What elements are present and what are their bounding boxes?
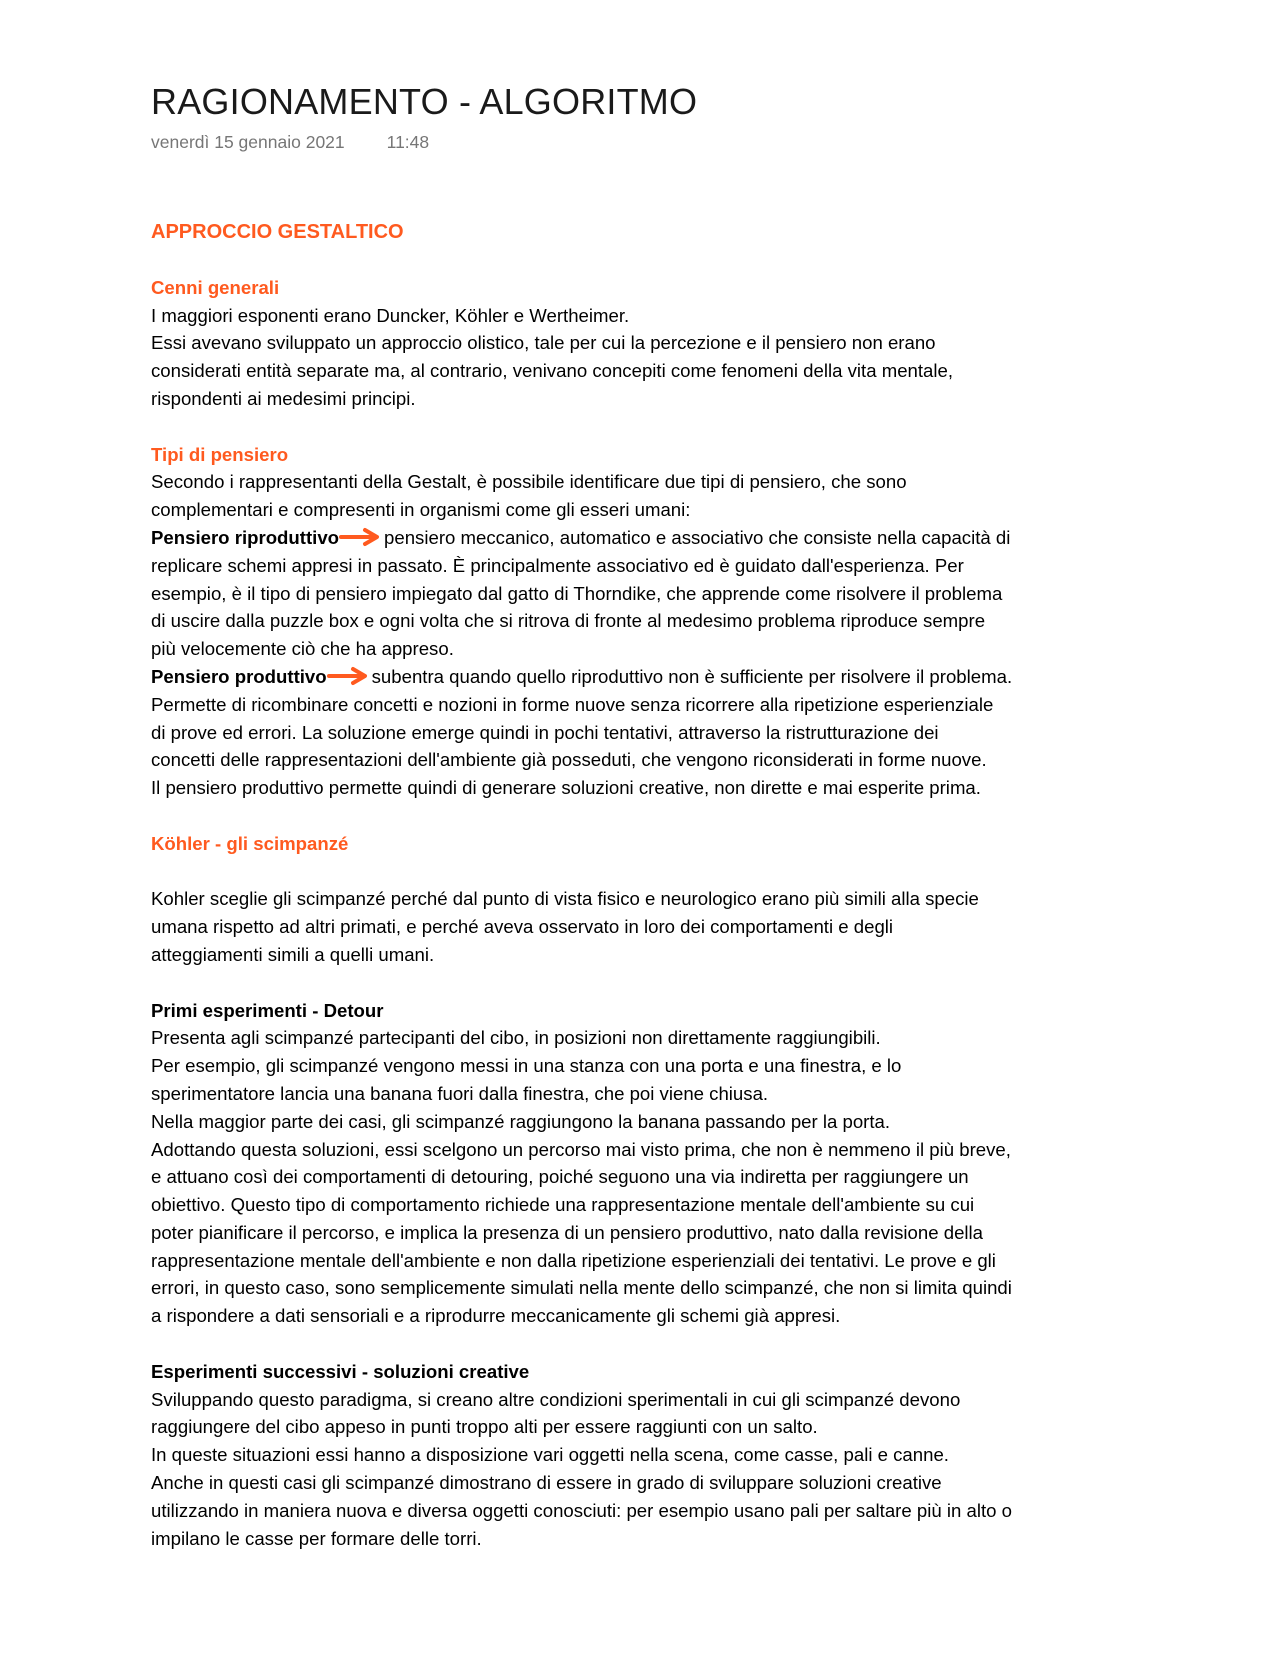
text-line: e attuano così dei comportamenti di detouring, poiché seguono una via indiretta per raggiungere un: [151, 1166, 969, 1188]
arrow-right-icon: [327, 666, 371, 686]
page-date: venerdì 15 gennaio 2021: [151, 132, 345, 152]
page-title[interactable]: RAGIONAMENTO - ALGORITMO: [151, 81, 698, 122]
text-line: Adottando questa soluzioni, essi scelgono un percorso mai visto prima, che non è nemmeno il più breve,: [151, 1138, 1011, 1160]
text-line: considerati entità separate ma, al contrario, venivano concepiti come fenomeni della vita mentale,: [151, 360, 954, 382]
text-line: utilizzando in maniera nuova e diversa oggetti conosciuti: per esempio usano pali per saltare più in alto o: [151, 1499, 1012, 1521]
text-line: Il pensiero produttivo permette quindi di generare soluzioni creative, non dirette e mai esperite prima.: [151, 777, 981, 799]
text-line: Permette di ricombinare concetti e nozioni in forme nuove senza ricorrere alla ripetizione esperienziale: [151, 693, 994, 715]
text-line: di uscire dalla puzzle box e ogni volta che si ritrova di fronte al medesimo problema riproduce sempre: [151, 610, 986, 632]
subheading-tipi: Tipi di pensiero: [151, 443, 289, 465]
text-line: umana rispetto ad altri primati, e perché aveva osservato in loro dei comportamenti e degli: [151, 916, 894, 938]
text-line: poter pianificare il percorso, e implica la presenza di un pensiero produttivo, nato dalla revisione della: [151, 1221, 984, 1243]
subheading-kohler: Köhler - gli scimpanzé: [151, 832, 349, 854]
text-line: replicare schemi appresi in passato. È principalmente associativo ed è guidato dall'esperienza. Per: [151, 554, 964, 576]
text-line: raggiungere del cibo appeso in punti troppo alti per essere raggiunti con un salto.: [151, 1416, 818, 1438]
text-line: rispondenti ai medesimi principi.: [151, 387, 416, 409]
text-line: Presenta agli scimpanzé partecipanti del cibo, in posizioni non direttamente raggiungibili.: [151, 1027, 881, 1049]
text-line: Sviluppando questo paradigma, si creano altre condizioni sperimentali in cui gli scimpanzé devono: [151, 1388, 961, 1410]
definition-text: subentra quando quello riproduttivo non è sufficiente per risolvere il problema.: [371, 665, 1013, 687]
subheading-cenni: Cenni generali: [151, 276, 280, 298]
text-line: I maggiori esponenti erano Duncker, Köhler e Wertheimer.: [151, 304, 630, 326]
text-line: errori, in questo caso, sono semplicemente simulati nella mente dello scimpanzé, che non si limita quindi: [151, 1277, 1012, 1299]
page-time: 11:48: [386, 132, 430, 152]
term-produttivo: Pensiero produttivo: [151, 665, 327, 687]
paragraph-kohler: [151, 885, 1151, 968]
term-riproduttivo: Pensiero riproduttivo: [151, 526, 340, 548]
subheading-successivi: Esperimenti successivi - soluzioni creative: [151, 1360, 530, 1382]
text-line: Secondo i rappresentanti della Gestalt, è possibile identificare due tipi di pensiero, che sono: [151, 471, 907, 493]
text-line: Essi avevano sviluppato un approccio olistico, tale per cui la percezione e il pensiero non erano: [151, 332, 936, 354]
text-line: sperimentatore lancia una banana fuori dalla finestra, che poi viene chiusa.: [151, 1082, 769, 1104]
text-line: di prove ed errori. La soluzione emerge quindi in pochi tentativi, attraverso la ristrutturazione dei: [151, 721, 939, 743]
subheading-detour: Primi esperimenti - Detour: [151, 999, 384, 1021]
arrow-right-icon: [339, 527, 383, 547]
text-line: concetti delle rappresentazioni dell'ambiente già posseduti, che vengono riconsiderati in forme nuove.: [151, 749, 987, 771]
text-line: Anche in questi casi gli scimpanzé dimostrano di essere in grado di sviluppare soluzioni creative: [151, 1472, 942, 1494]
definition-text: pensiero meccanico, automatico e associativo che consiste nella capacità di: [384, 526, 1011, 548]
paragraph-tipi: [151, 468, 1151, 802]
text-line: Per esempio, gli scimpanzé vengono messi in una stanza con una porta e una finestra, e lo: [151, 1055, 902, 1077]
text-line: In queste situazioni essi hanno a disposizione vari oggetti nella scena, come casse, pali e canne.: [151, 1444, 949, 1466]
page-timestamp: [151, 130, 1151, 154]
text-line: impilano le casse per formare delle torri.: [151, 1527, 482, 1549]
paragraph-successivi: [151, 1386, 1151, 1553]
section-heading-approccio: APPROCCIO GESTALTICO: [151, 221, 404, 243]
text-line: Nella maggior parte dei casi, gli scimpanzé raggiungono la banana passando per la porta.: [151, 1110, 891, 1132]
text-line: rappresentazione mentale dell'ambiente e non dalla ripetizione esperienziali dei tentativi. Le prove e gli: [151, 1249, 996, 1271]
text-line: a rispondere a dati sensoriali e a riprodurre meccanicamente gli schemi già appresi.: [151, 1305, 841, 1327]
definition-riproduttivo: [151, 524, 1151, 552]
text-line: obiettivo. Questo tipo di comportamento richiede una rappresentazione mentale dell'ambiente su cui: [151, 1194, 975, 1216]
text-line: complementari e compresenti in organismi come gli esseri umani:: [151, 499, 691, 521]
definition-produttivo: [151, 663, 1151, 691]
text-line: atteggiamenti simili a quelli umani.: [151, 943, 435, 965]
text-line: più velocemente ciò che ha appreso.: [151, 638, 454, 660]
paragraph-detour: [151, 1024, 1151, 1330]
note-content: [151, 80, 1151, 1552]
text-line: Kohler sceglie gli scimpanzé perché dal punto di vista fisico e neurologico erano più simili alla specie: [151, 888, 979, 910]
text-line: esempio, è il tipo di pensiero impiegato dal gatto di Thorndike, che apprende come risolvere il problema: [151, 582, 1003, 604]
paragraph-cenni: [151, 302, 1151, 413]
